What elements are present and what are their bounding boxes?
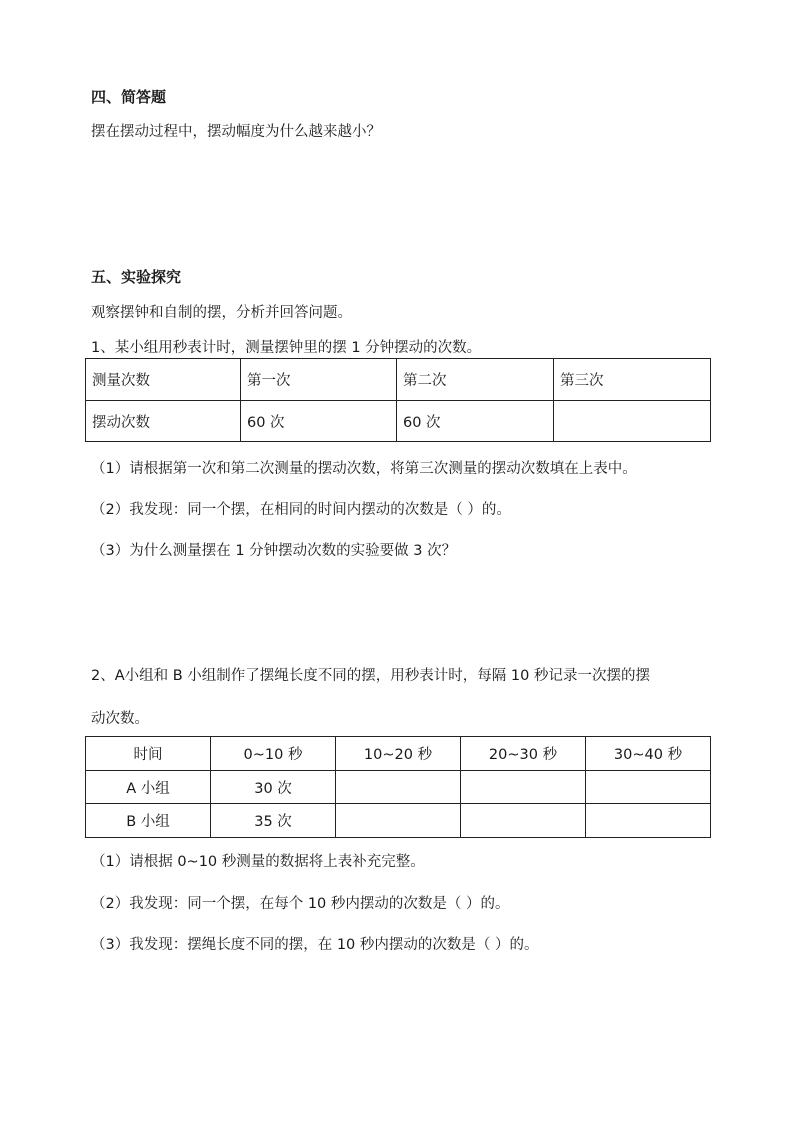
section-5-intro: 观察摆钟和自制的摆，分析并回答问题。 [91,305,352,321]
question-2-stem-line-2: 动次数。 [91,711,149,727]
answer-blank-cell[interactable] [461,804,586,838]
table-header-cell: 第三次 [554,359,711,401]
table-cell: B 小组 [86,804,211,838]
table-header-cell: 10~20 秒 [336,737,461,771]
table-header-row [86,737,711,771]
table-cell: 60 次 [397,401,554,442]
question-1-sub-1: （1）请根据第一次和第二次测量的摆动次数，将第三次测量的摆动次数填在上表中。 [91,461,637,477]
table-cell: 60 次 [241,401,397,442]
question-1-sub-3: （3）为什么测量摆在 1 分钟摆动次数的实验要做 3 次？ [91,543,457,559]
table-header-cell: 30~40 秒 [586,737,711,771]
table-group-counts [85,736,711,838]
answer-blank-cell[interactable] [554,401,711,442]
section-4-question: 摆在摆动过程中，摆动幅度为什么越来越小？ [91,124,381,140]
table-row [86,771,711,804]
table-cell: 30 次 [211,771,336,804]
table-cell: 摆动次数 [86,401,241,442]
question-1-stem: 1、某小组用秒表计时，测量摆钟里的摆 1 分钟摆动的次数。 [91,340,482,356]
table-header-cell: 第一次 [241,359,397,401]
table-header-cell: 时间 [86,737,211,771]
table-header-cell: 第二次 [397,359,554,401]
table-cell: A 小组 [86,771,211,804]
answer-blank-cell[interactable] [461,771,586,804]
answer-blank-cell[interactable] [586,771,711,804]
answer-blank-cell[interactable] [336,771,461,804]
answer-blank-cell[interactable] [586,804,711,838]
table-header-cell: 0~10 秒 [211,737,336,771]
table-row [86,401,711,442]
section-5-title: 五、实验探究 [91,268,182,286]
question-2-sub-2: （2）我发现：同一个摆，在每个 10 秒内摆动的次数是（ ）的。 [91,896,510,912]
question-2-sub-3: （3）我发现：摆绳长度不同的摆，在 10 秒内摆动的次数是（ ）的。 [91,937,539,953]
table-header-cell: 测量次数 [86,359,241,401]
section-4-title: 四、简答题 [91,88,167,106]
table-header-cell: 20~30 秒 [461,737,586,771]
table-pendulum-counts [85,358,711,442]
question-2-stem-line-1: 2、A小组和 B 小组制作了摆绳长度不同的摆，用秒表计时，每隔 10 秒记录一次摆的摆 [91,668,650,684]
answer-blank-cell[interactable] [336,804,461,838]
table-cell: 35 次 [211,804,336,838]
table-row [86,804,711,838]
question-1-sub-2: （2）我发现：同一个摆，在相同的时间内摆动的次数是（ ）的。 [91,502,511,518]
question-2-sub-1: （1）请根据 0~10 秒测量的数据将上表补充完整。 [91,854,425,870]
table-header-row [86,359,711,401]
